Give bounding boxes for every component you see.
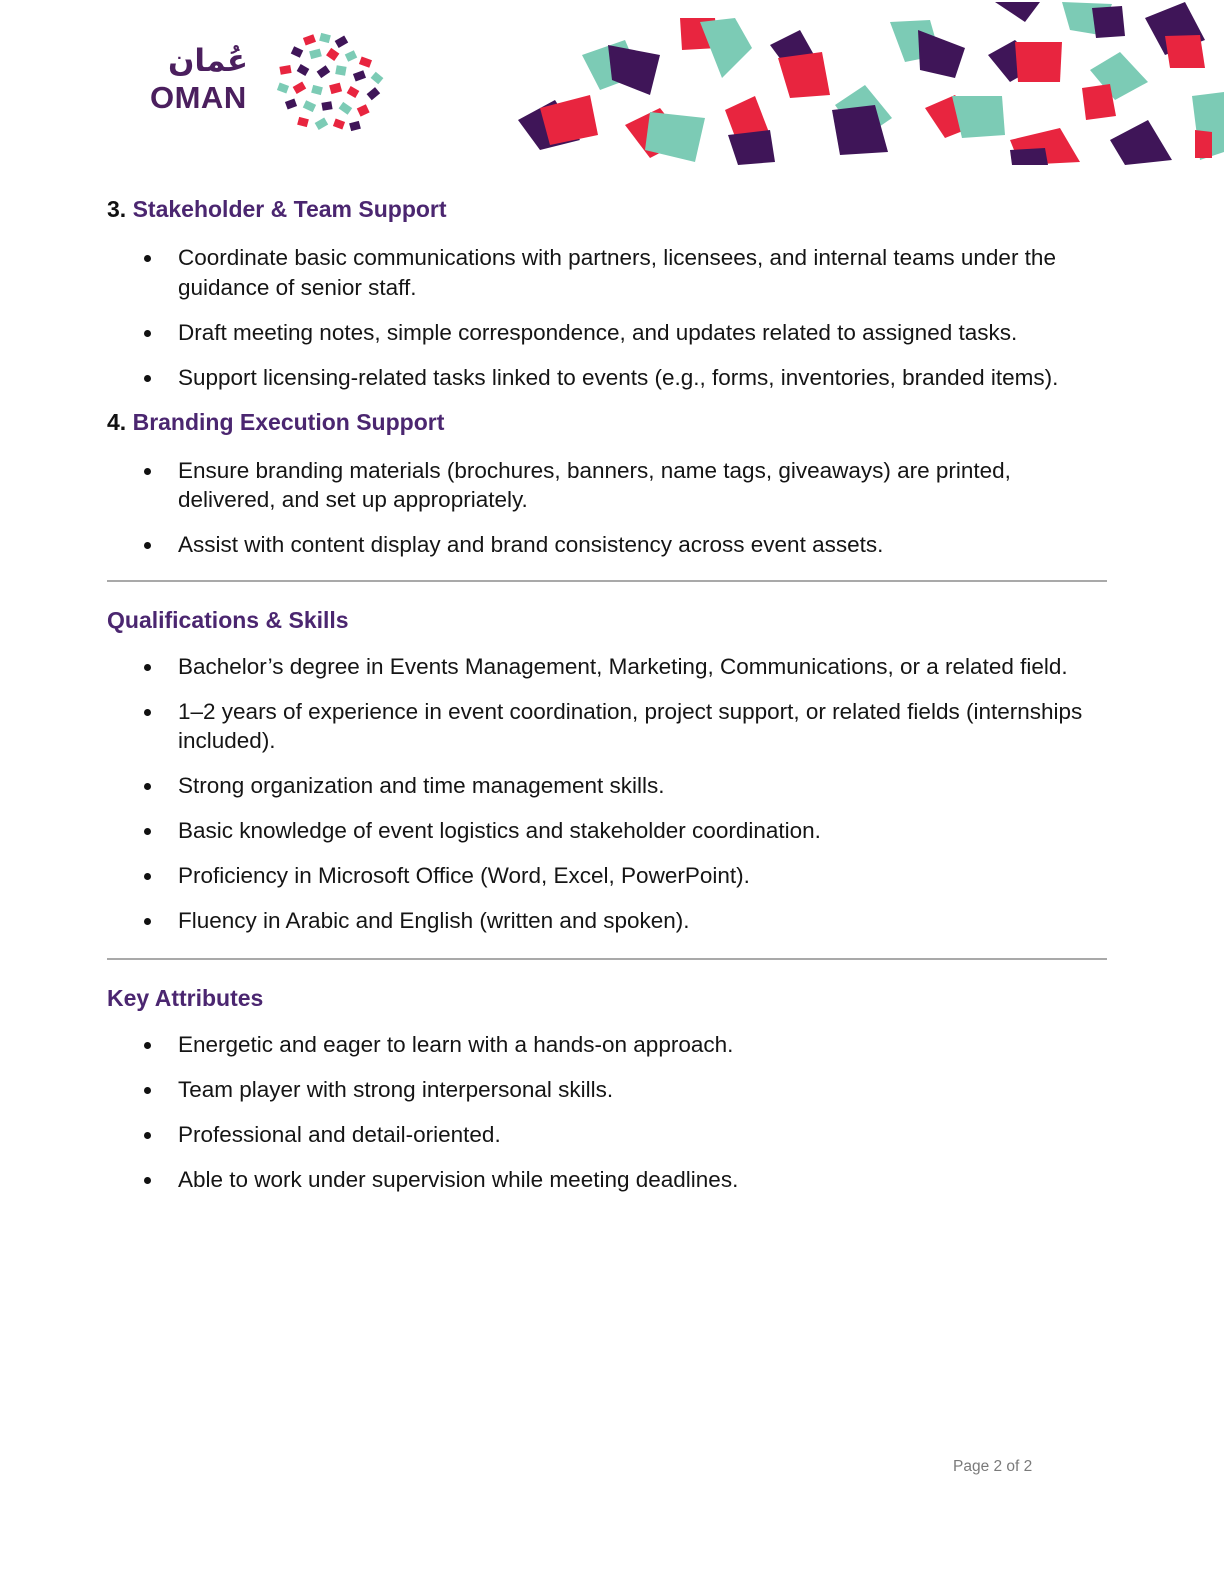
section-divider <box>107 580 1107 582</box>
list-item: Ensure branding materials (brochures, banners, name tags, giveaways) are printed, delivered, and set up appropriately. <box>107 456 1107 515</box>
logo-arabic-text: عُمان <box>167 43 249 79</box>
page-number: Page 2 of 2 <box>953 1458 1033 1475</box>
stakeholder-list <box>107 243 1107 392</box>
section-heading-key-attributes: Key Attributes <box>107 984 264 1011</box>
section-title: Branding Execution Support <box>132 408 445 435</box>
oman-logo <box>148 28 398 138</box>
list-item: Professional and detail-oriented. <box>107 1120 1107 1150</box>
list-item: Basic knowledge of event logistics and stakeholder coordination. <box>107 816 1107 846</box>
branding-list <box>107 456 1107 560</box>
section-number: 3. <box>107 196 127 222</box>
list-item: Strong organization and time management skills. <box>107 771 1107 801</box>
list-item: 1–2 years of experience in event coordination, project support, or related fields (internships included). <box>107 697 1107 756</box>
section-heading-stakeholder <box>107 192 1107 226</box>
list-item: Energetic and eager to learn with a hands-on approach. <box>107 1030 1107 1060</box>
list-item: Bachelor’s degree in Events Management, Marketing, Communications, or a related field. <box>107 652 1107 682</box>
section-divider <box>107 958 1107 960</box>
decorative-shapes-banner <box>500 0 1224 175</box>
list-item: Support licensing-related tasks linked to events (e.g., forms, inventories, branded items). <box>107 363 1107 393</box>
section-title: Stakeholder & Team Support <box>132 196 447 222</box>
qualifications-list <box>107 652 1107 936</box>
attributes-list <box>107 1030 1107 1195</box>
section-number: 4. <box>107 408 127 435</box>
list-item: Draft meeting notes, simple correspondence, and updates related to assigned tasks. <box>107 318 1107 348</box>
logo-mosaic-icon <box>274 32 392 136</box>
list-item: Proficiency in Microsoft Office (Word, Excel, PowerPoint). <box>107 861 1107 891</box>
page-header <box>0 0 1224 175</box>
list-item: Team player with strong interpersonal skills. <box>107 1075 1107 1105</box>
list-item: Coordinate basic communications with partners, licensees, and internal teams under the guidance of senior staff. <box>107 243 1107 302</box>
list-item: Assist with content display and brand consistency across event assets. <box>107 530 1107 560</box>
document-body <box>107 192 1107 1210</box>
section-heading-qualifications: Qualifications & Skills <box>107 606 349 633</box>
section-heading-branding <box>107 405 1107 439</box>
list-item: Fluency in Arabic and English (written and spoken). <box>107 906 1107 936</box>
logo-english-text: OMAN <box>150 80 247 115</box>
list-item: Able to work under supervision while meeting deadlines. <box>107 1165 1107 1195</box>
